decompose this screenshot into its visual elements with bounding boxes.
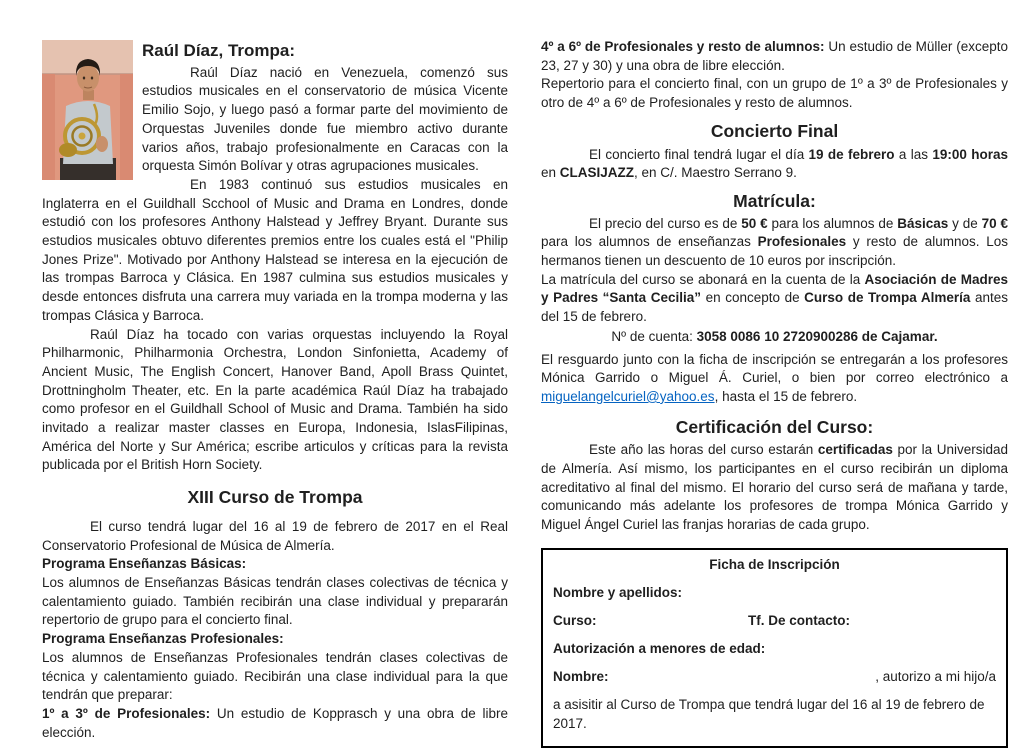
text-run: a las <box>894 146 933 162</box>
repertorio-paragraph: Repertorio para el concierto final, con un grupo de 1º a 3º de Profesionales y otro de 4º a 6º de Profesionales y resto de alumnos. <box>541 76 1008 111</box>
course-intro-paragraph: El curso tendrá lugar del 16 al 19 de febrero de 2017 en el Real Conservatorio Profesional de Música de Almería. <box>42 518 508 553</box>
raul-diaz-photo <box>42 40 133 180</box>
field-nombre-row <box>553 668 996 687</box>
text-run: 19:00 horas <box>932 146 1008 162</box>
text-run: en concepto de <box>701 290 805 306</box>
inscription-form-title: Ficha de Inscripción <box>709 556 840 572</box>
certificacion-paragraph <box>541 441 1008 535</box>
text-run: 1º a 3º de Profesionales: <box>42 705 211 721</box>
inscription-form-box <box>541 548 1008 748</box>
field-autorizacion: Autorización a menores de edad: <box>553 640 766 656</box>
text-run: Asociación de Madres y Padres “Santa Cecilia” <box>541 271 1008 306</box>
matricula-paragraph-1 <box>541 215 1008 271</box>
field-nombre-apellidos: Nombre y apellidos: <box>553 584 683 600</box>
field-curso-tf-row <box>553 612 996 631</box>
basicas-paragraph: Los alumnos de Enseñanzas Básicas tendrán clases colectivas de técnica y calentamiento guiado. También recibirán una clase individual y prepararán repertorio de grupo para el concierto final. <box>42 574 508 628</box>
bio-paragraph-1: Raúl Díaz nació en Venezuela, comenzó sus estudios musicales en el conservatorio de música Vicente Emilio Sojo, y luego pasó a formar parte del movimiento de Orquestas Juveniles donde fue miembro activo durante varios años, trabajo profesionalmente en Caracas con la orquesta Simón Bolívar y otras agrupaciones musicales. <box>142 64 508 174</box>
concierto-final-title: Concierto Final <box>710 120 839 141</box>
text-run: El resguardo junto con la ficha de inscripción se entregarán a los profesores Mónica Garrido o Miguel Á. Curiel, o bien por correo electrónico a <box>541 351 1008 386</box>
text-run: El precio del curso es de <box>589 215 742 231</box>
left-column <box>42 38 508 740</box>
text-run: Curso de Trompa Almería <box>804 290 971 306</box>
autorizo-text: , autorizo a mi hijo/a <box>875 669 996 685</box>
text-run: Básicas <box>897 215 949 231</box>
course-title: XIII Curso de Trompa <box>187 487 363 508</box>
text-run: en <box>541 165 560 181</box>
asistir-text: a asisitir al Curso de Trompa que tendrá lugar del 16 al 19 de febrero de 2017. <box>553 697 985 732</box>
text-run: Un estudio de Kopprasch y una obra de libre elección. <box>42 705 508 740</box>
text-run: El concierto final tendrá lugar el día <box>589 146 809 162</box>
text-run: Un estudio de Müller (excepto 23, 27 y 30) y una obra de libre elección. <box>541 39 1009 73</box>
text-run: antes del 15 de febrero. <box>541 290 1009 325</box>
matricula-paragraph-2 <box>541 271 1008 327</box>
profesionales-paragraph: Los alumnos de Enseñanzas Profesionales tendrán clases colectivas de técnica y calentamiento guiado. Recibirán una clase individual para la que tendrán que preparar: <box>42 649 508 703</box>
right-column <box>541 38 1009 732</box>
text-run: CLASIJAZZ <box>559 165 635 181</box>
email-link[interactable]: miguelangelcuriel@yahoo.es <box>541 388 715 404</box>
text-run: La matrícula del curso se abonará en la cuenta de la <box>541 271 865 287</box>
text-run: 3058 0086 10 2720900286 de Cajamar. <box>696 328 938 344</box>
raul-diaz-photo-illustration <box>42 40 133 180</box>
text-run: 19 de febrero <box>808 146 895 162</box>
field-tf-contacto: Tf. De contacto: <box>748 612 851 628</box>
text-run: y resto de alumnos. Los hermanos tienen un descuento de 10 euros por inscripción. <box>541 234 1008 269</box>
grados-4-6-paragraph <box>541 38 1008 75</box>
field-nombre: Nombre: <box>553 669 609 685</box>
bio-paragraph-3: Raúl Díaz ha tocado con varias orquestas incluyendo la Royal Philharmonic, Philharmonia Orchestra, London Sinfonietta, Academy of Ancient Music, The English Concert, Hanover Band, Apoll Brass Quintet, Drottningholm Theater, etc. En la parte académica Raúl Díaz ha trabajado como profesor en el Guildhall School of Music and Drama. También ha sido invitado a realizar master classes en Europa, Indonesia, IslasFilipinas, América del Norte y Sur América; escribe articulos y críticas para la revista publicada por el British Horn Society. <box>42 326 508 473</box>
bio-title: Raúl Díaz, Trompa: <box>142 41 296 60</box>
text-run: , en C/. Maestro Serrano 9. <box>634 165 797 181</box>
text-run: por la Universidad de Almería. Así mismo, los participantes en el curso recibirán un diploma acreditativo al final del mismo. El horario del curso será de mañana y tarde, comunicando más adelante los profesores de trompa Mónica Garrido y Miguel Ángel Curiel las franjas horarias de cada grupo. <box>541 442 1008 533</box>
basicas-heading: Programa Enseñanzas Básicas: <box>42 556 247 572</box>
numero-cuenta-line <box>541 328 1008 347</box>
text-run: Nº de cuenta: <box>611 328 697 344</box>
text-run: para los alumnos de <box>767 215 898 231</box>
certificacion-title: Certificación del Curso: <box>675 416 874 437</box>
text-run: Profesionales <box>757 234 847 250</box>
text-run: 70 € <box>981 215 1008 231</box>
text-run: 4º a 6º de Profesionales y resto de alumnos: <box>541 39 825 54</box>
field-curso: Curso: <box>553 612 597 628</box>
text-run: y de <box>948 215 982 231</box>
profesionales-heading: Programa Enseñanzas Profesionales: <box>42 631 284 647</box>
concierto-paragraph <box>541 146 1008 183</box>
bio-paragraph-2: En 1983 continuó sus estudios musicales en Inglaterra en el Guildhall Scchool of Music and Drama en Londres, donde estudió con los profesores Anthony Halstead y Jeffrey Bryant. Durante sus estudios musicales obtuvo diferentes premios entre los cuales está el "Philip Jones Prize". Motivado por Anthony Halstead se interesa en la ejecución de las trompas Barroca y Clásica. En 1987 culmina sus estudios musicales y desde entonces disfruta una carrera muy variada en la trompa moderna y las trompas Clásica y Barroca. <box>42 176 508 323</box>
resguardo-paragraph <box>541 351 1008 407</box>
text-run: , hasta el 15 de febrero. <box>714 388 858 404</box>
text-run: 50 € <box>741 215 768 231</box>
matricula-title: Matrícula: <box>733 190 816 211</box>
text-run: Este año las horas del curso estarán <box>589 442 818 458</box>
text-run: certificadas <box>817 442 893 458</box>
text-run: para los alumnos de enseñanzas <box>541 234 758 250</box>
